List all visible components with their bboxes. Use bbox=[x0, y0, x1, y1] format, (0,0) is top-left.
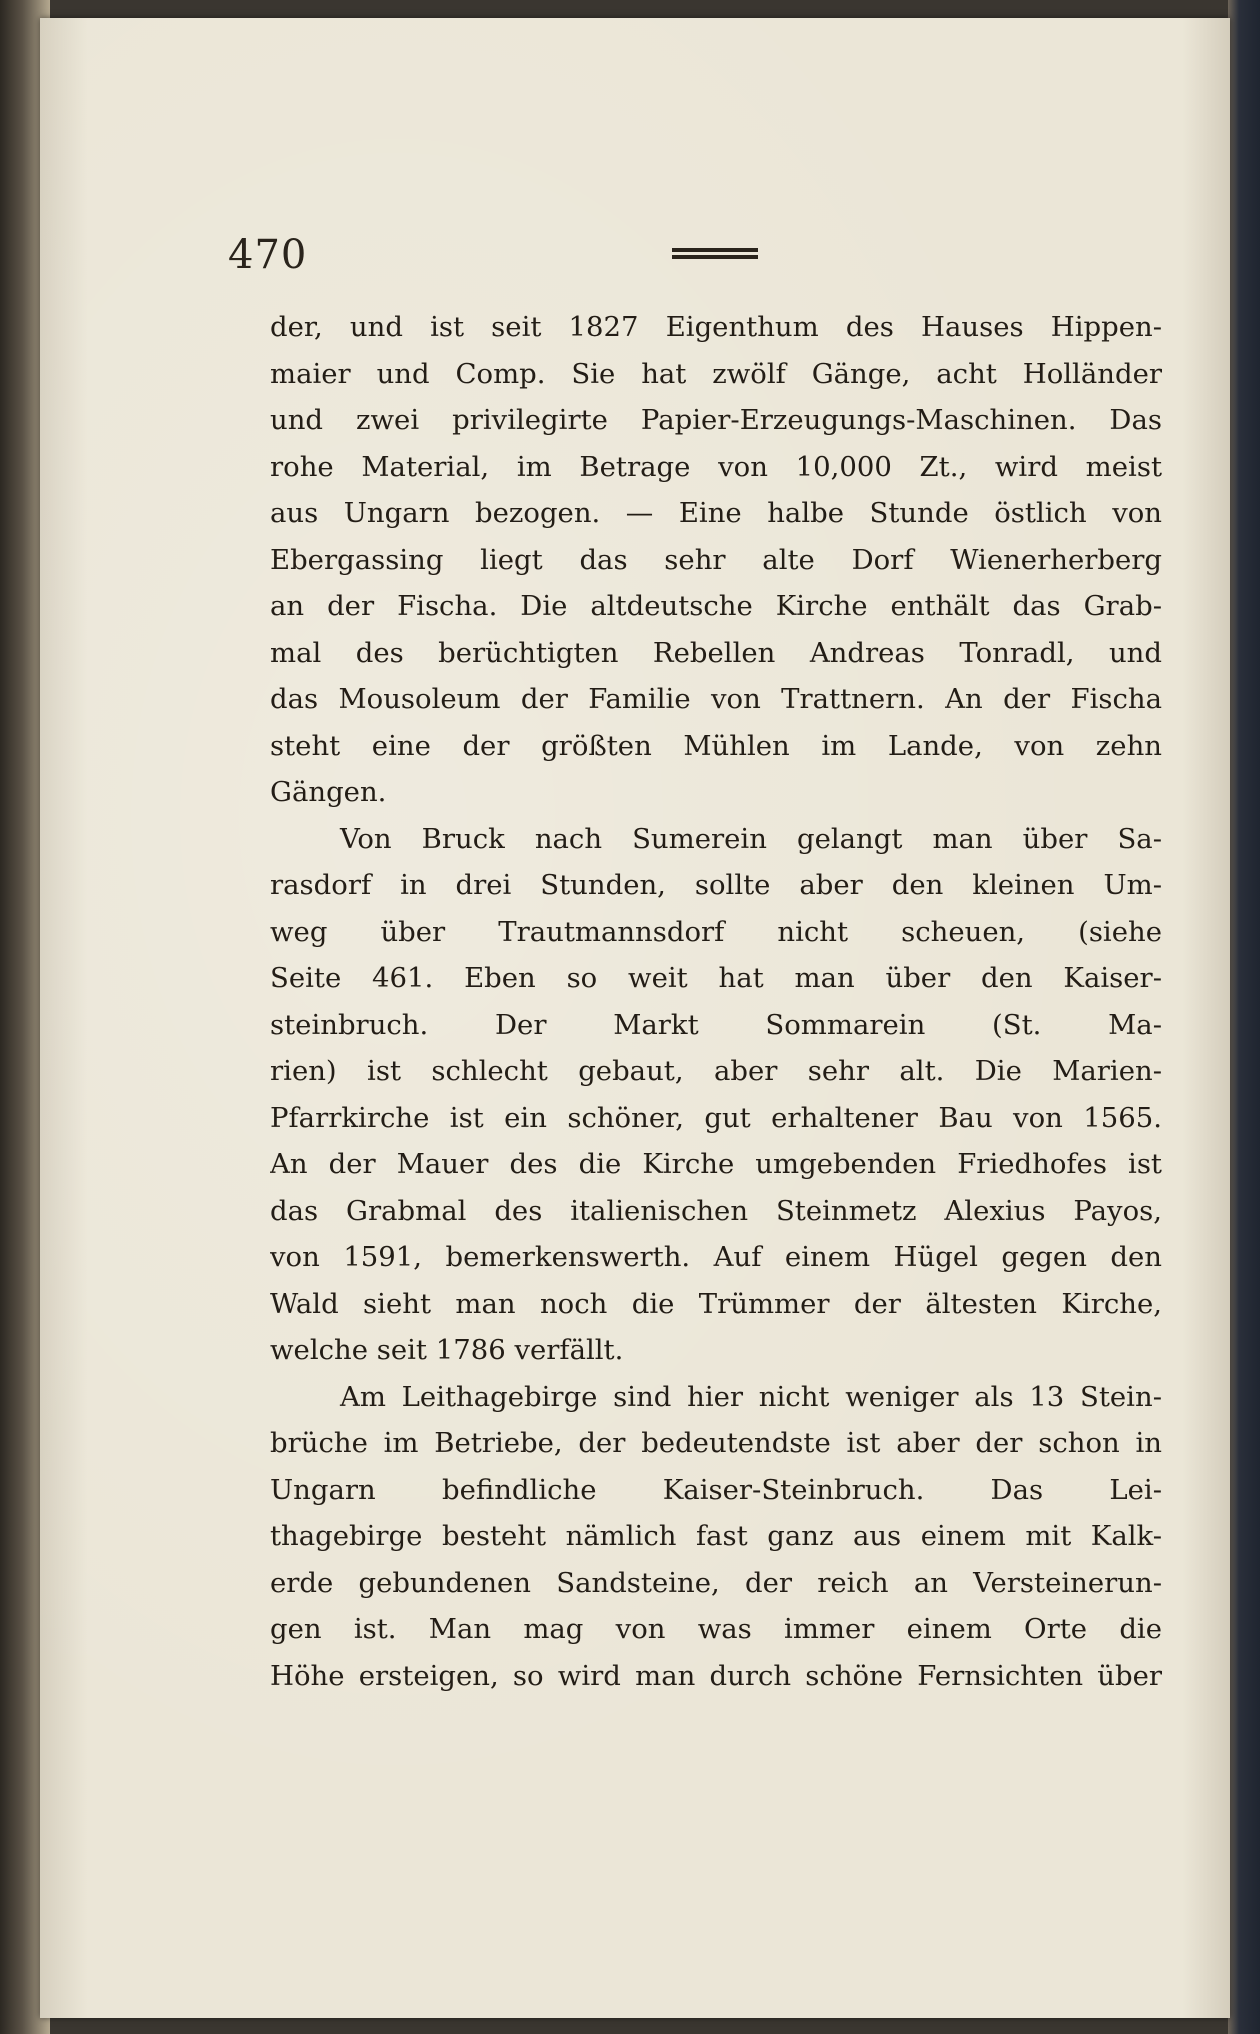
text-line: rien) ist schlecht gebaut, aber sehr alt. Die Marien- bbox=[270, 1055, 1162, 1087]
text-line: steht eine der größten Mühlen im Lande, von zehn bbox=[270, 729, 1162, 762]
text-line: An der Mauer des die Kirche umgebenden Friedhofes ist bbox=[270, 1148, 1162, 1180]
text-line: thagebirge besteht nämlich fast ganz aus einem mit Kalk- bbox=[270, 1520, 1162, 1552]
text-line: Wald sieht man noch die Trümmer der ältesten Kirche, bbox=[270, 1287, 1162, 1320]
text-line: Ungarn befindliche Kaiser-Steinbruch. Das Lei- bbox=[270, 1473, 1162, 1506]
text-line: erde gebundenen Sandsteine, der reich an Versteinerun- bbox=[270, 1566, 1162, 1599]
text-line: gen ist. Man mag von was immer einem Orte die bbox=[270, 1613, 1162, 1645]
page-body-text bbox=[270, 304, 1162, 1699]
text-line-paragraph-start: Von Bruck nach Sumerein gelangt man über Sa- bbox=[340, 822, 1162, 855]
text-line: mal des berüchtigten Rebellen Andreas Tonradl, und bbox=[270, 636, 1162, 669]
text-line: Höhe ersteigen, so wird man durch schöne Fernsichten über bbox=[270, 1659, 1162, 1692]
text-line: steinbruch. Der Markt Sommarein (St. Ma- bbox=[270, 1008, 1162, 1041]
text-line: und zwei privilegirte Papier-Erzeugungs-Maschinen. Das bbox=[270, 404, 1162, 436]
text-line-paragraph-end: welche seit 1786 verfällt. bbox=[270, 1334, 624, 1366]
text-line: rohe Material, im Betrage von 10,000 Zt., wird meist bbox=[270, 450, 1162, 483]
text-line: Seite 461. Eben so weit hat man über den Kaiser- bbox=[270, 962, 1162, 994]
text-line: rasdorf in drei Stunden, sollte aber den kleinen Um- bbox=[270, 869, 1162, 901]
text-line: das Mousoleum der Familie von Trattnern. An der Fischa bbox=[270, 683, 1162, 715]
book-cover-edge bbox=[1228, 0, 1260, 2034]
text-line-paragraph-start: Am Leithagebirge sind hier nicht weniger als 13 Stein- bbox=[340, 1380, 1162, 1413]
text-line: Pfarrkirche ist ein schöner, gut erhaltener Bau von 1565. bbox=[270, 1101, 1162, 1134]
text-line: Ebergassing liegt das sehr alte Dorf Wienerherberg bbox=[270, 543, 1162, 576]
header-rule-line-bottom bbox=[672, 255, 758, 259]
text-line: maier und Comp. Sie hat zwölf Gänge, acht Holländer bbox=[270, 357, 1162, 390]
header-ornament-rule bbox=[672, 248, 758, 260]
text-line: der, und ist seit 1827 Eigenthum des Hauses Hippen- bbox=[270, 311, 1162, 343]
text-line: weg über Trautmannsdorf nicht scheuen, (siehe bbox=[270, 915, 1162, 948]
text-line: an der Fischa. Die altdeutsche Kirche enthält das Grab- bbox=[270, 590, 1162, 622]
text-line: aus Ungarn bezogen. — Eine halbe Stunde östlich von bbox=[270, 497, 1162, 529]
book-page bbox=[40, 18, 1230, 2018]
page-number: 470 bbox=[228, 232, 308, 278]
header-rule-line-top bbox=[672, 248, 758, 252]
text-line-paragraph-end: Gängen. bbox=[270, 776, 387, 808]
text-line: brüche im Betriebe, der bedeutendste ist aber der schon in bbox=[270, 1427, 1162, 1459]
text-line: von 1591, bemerkenswerth. Auf einem Hügel gegen den bbox=[270, 1241, 1162, 1273]
text-line: das Grabmal des italienischen Steinmetz Alexius Payos, bbox=[270, 1194, 1162, 1227]
